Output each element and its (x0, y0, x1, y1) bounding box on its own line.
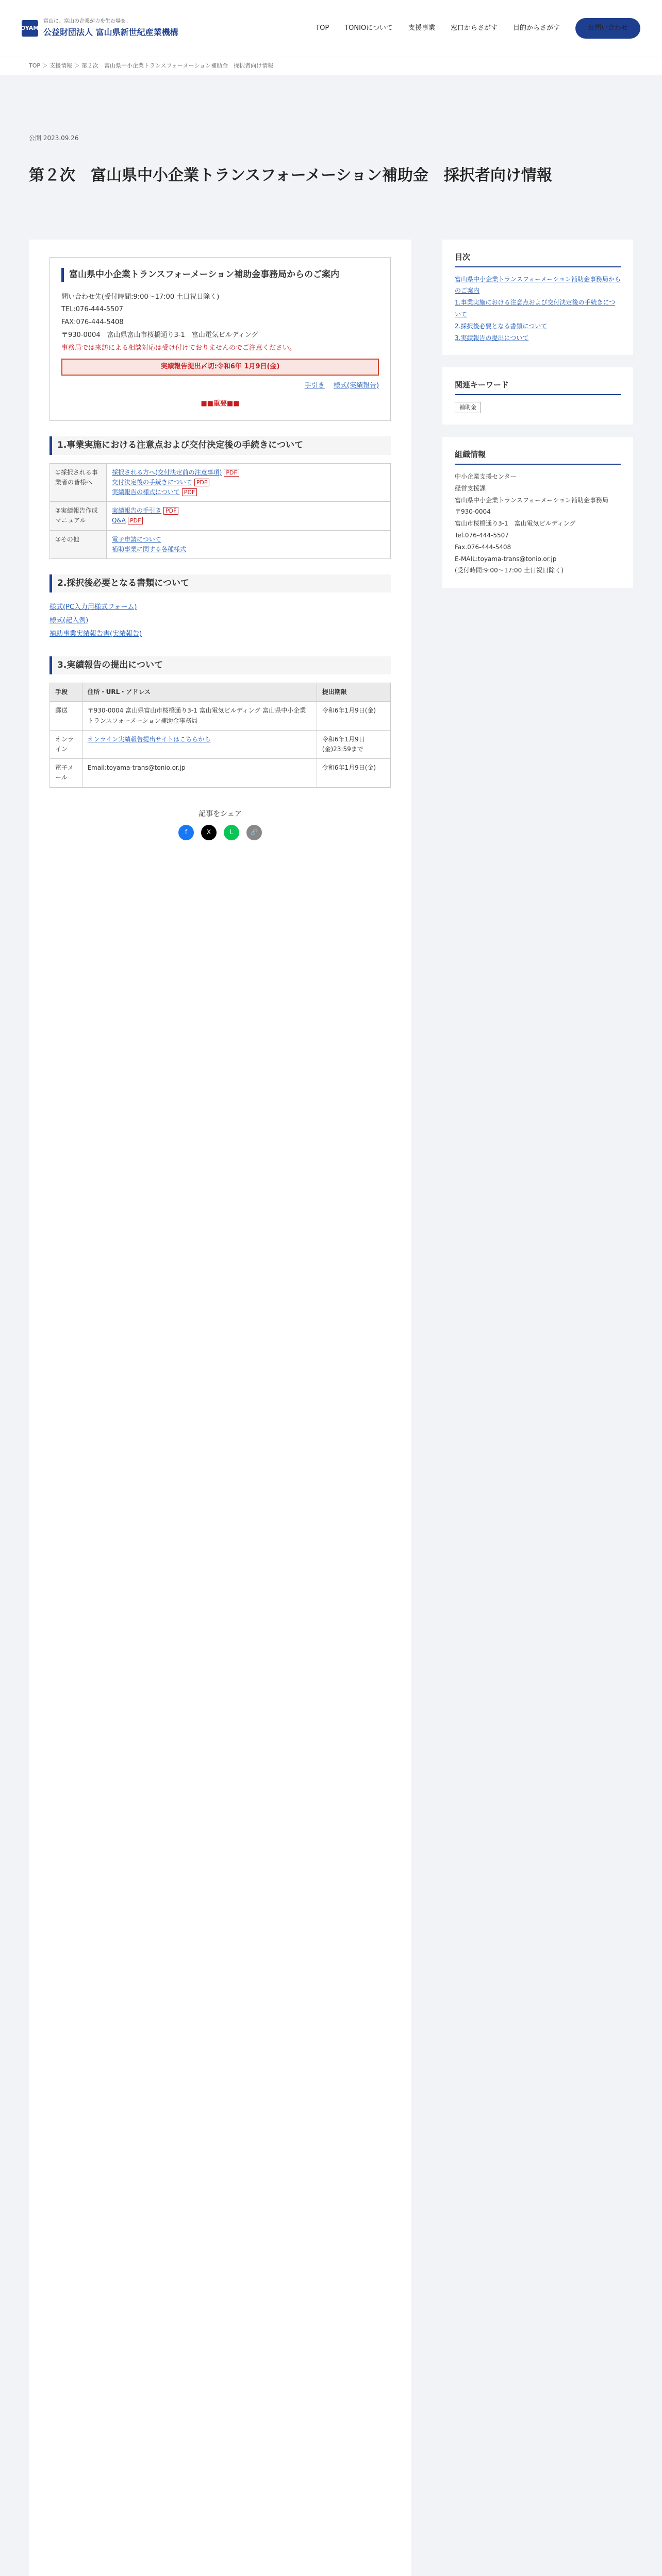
important-label: ■■重要■■ (201, 399, 240, 408)
contact-tel: TEL:076-444-5507 (61, 306, 123, 314)
nav-window[interactable]: 窓口からさがす (450, 24, 498, 32)
pdf-icon: PDF (194, 479, 209, 486)
content-wrap (0, 240, 662, 2576)
online-submit-link[interactable]: オンライン実績報告提出サイトはこちらから (87, 735, 211, 743)
facebook-icon[interactable]: f (178, 825, 194, 840)
org-line: (受付時間:9:00〜17:00 土日祝日除く) (455, 567, 564, 574)
cell-method: 郵送 (50, 702, 82, 730)
org-line: E-MAIL:toyama-trans@tonio.or.jp (455, 555, 557, 563)
row-category: ①採択される事業者の皆様へ (50, 463, 107, 502)
org-line: 富山県中小企業トランスフォーメーション補助金事務局 (455, 496, 608, 504)
page-title: 第２次 富山県中小企業トランスフォーメーション補助金 採択者向け情報 (29, 166, 552, 184)
org-line: 経営支援課 (455, 484, 486, 492)
pdf-icon: PDF (163, 507, 178, 515)
org-line: Tel.076-444-5507 (455, 531, 509, 539)
contact-hours: 問い合わせ先(受付時間:9:00〜17:00 土日祝日除く) (61, 293, 220, 301)
notice-heading: 富山県中小企業トランスフォーメーション補助金事務局からのご案内 (61, 268, 379, 282)
table-row (50, 463, 391, 502)
col-deadline: 提出期限 (317, 683, 390, 702)
submission-table (49, 683, 391, 787)
share-area (49, 808, 391, 840)
form-link[interactable]: 補助事業実績報告書(実績報告) (49, 630, 142, 638)
org-line: 中小企業支援センター (455, 472, 517, 480)
forms-list (49, 601, 391, 641)
org-line: 〒930-0004 (455, 508, 491, 516)
doc-link[interactable]: 実績報告の手引き (112, 507, 162, 515)
toc-title: 目次 (455, 251, 621, 267)
share-label: 記事をシェア (198, 809, 242, 818)
doc-link[interactable]: Q&A (112, 517, 126, 524)
pdf-icon: PDF (128, 517, 143, 524)
sidebar (442, 240, 633, 2576)
col-method: 手段 (50, 683, 82, 702)
publish-date: 公開 2023.09.26 (29, 134, 79, 142)
line-icon[interactable]: L (224, 825, 239, 840)
doc-link[interactable]: 交付決定後の手続きについて (112, 478, 192, 486)
cell-method: オンライン (50, 730, 82, 758)
nav-top[interactable]: TOP (316, 24, 329, 32)
nav-support[interactable]: 支援事業 (408, 24, 435, 32)
org-title: 組織情報 (455, 448, 621, 465)
form-link[interactable]: 様式(記入例) (49, 617, 89, 625)
office-notice (49, 257, 391, 421)
toc-item[interactable]: 2.採択後必要となる書類について (455, 322, 548, 330)
breadcrumb: TOP ＞ 支援情報 ＞ 第２次 富山県中小企業トランスフォーメーション補助金 採択者向け情報 (0, 57, 662, 75)
section-3-heading: 3.実績報告の提出について (49, 656, 391, 674)
table-row (50, 530, 391, 558)
doc-link[interactable]: 実績報告の様式について (112, 488, 180, 496)
nav-purpose[interactable]: 目的からさがす (512, 24, 560, 32)
toc-item[interactable]: 3.実績報告の提出について (455, 334, 529, 342)
contact-address: 〒930-0004 富山県富山市桜橋通り3-1 富山電気ビルディング (61, 331, 258, 339)
toc-card (442, 240, 633, 355)
cell-address: 〒930-0004 富山県富山市桜橋通り3-1 富山電気ビルディング 富山県中小企業トランスフォーメーション補助金事務局 (82, 702, 317, 730)
forms-link[interactable]: 様式(実績報告) (333, 382, 379, 390)
site-logo[interactable] (16, 18, 178, 39)
page-hero (0, 75, 662, 240)
nav-about[interactable]: TONIOについて (344, 24, 393, 32)
section-1-heading: 1.事業実施における注意点および交付決定後の手続きについて (49, 436, 391, 454)
table-row (50, 759, 391, 787)
keyword-title: 関連キーワード (455, 379, 621, 395)
section-1-table (49, 463, 391, 559)
cell-method: 電子メール (50, 759, 82, 787)
contact-button[interactable]: お問い合わせ (575, 18, 640, 39)
doc-link[interactable]: 採択される方へ(交付決定前の注意事項) (112, 468, 222, 476)
keyword-tag[interactable]: 補助金 (455, 402, 481, 413)
form-link[interactable]: 様式(PC入力用様式フォーム) (49, 603, 137, 612)
cell-address: Email:toyama-trans@tonio.or.jp (82, 759, 317, 787)
site-header (0, 0, 662, 57)
row-category: ②実績報告作成マニュアル (50, 502, 107, 530)
toc-item[interactable]: 1.事業実施における注意点および交付決定後の手続きについて (455, 299, 616, 318)
org-card (442, 437, 633, 588)
x-icon[interactable]: X (201, 825, 217, 840)
contact-fax: FAX:076-444-5408 (61, 318, 124, 327)
section-2-heading: 2.採択後必要となる書類について (49, 574, 391, 592)
doc-link[interactable]: 補助事業に関する各種様式 (112, 545, 187, 553)
org-line: Fax.076-444-5408 (455, 543, 511, 551)
main-content (29, 240, 411, 2576)
toc-item[interactable]: 富山県中小企業トランスフォーメーション補助金事務局からのご案内 (455, 275, 621, 295)
deadline-bar: 実績報告提出〆切:令和6年 1月9日(金) (61, 359, 379, 376)
org-line: 富山市桜橋通り3-1 富山電気ビルディング (455, 520, 576, 528)
global-nav (316, 18, 640, 39)
cell-deadline: 令和6年1月9日(金) (317, 702, 390, 730)
cell-deadline: 令和6年1月9日(金)23:59まで (317, 730, 390, 758)
row-category: ③その他 (50, 530, 107, 558)
pdf-icon: PDF (224, 469, 239, 477)
manual-link[interactable]: 手引き (304, 382, 325, 390)
visit-warning: 事務局では来訪による相談対応は受け付けておりませんのでご注意ください。 (61, 344, 296, 352)
table-row (50, 730, 391, 758)
table-row (50, 702, 391, 730)
doc-link[interactable]: 電子申請について (112, 535, 161, 543)
table-row (50, 502, 391, 530)
pdf-icon: PDF (182, 488, 197, 496)
logo-mark: TOYAMA (22, 20, 38, 37)
cell-deadline: 令和6年1月9日(金) (317, 759, 390, 787)
col-address: 住所・URL・アドレス (82, 683, 317, 702)
logo-tagline: 富山に、富山の企業が力を生む場を。 (43, 19, 131, 25)
logo-name: 公益財団法人 富山県新世紀産業機構 (43, 27, 178, 38)
keyword-card (442, 367, 633, 425)
link-icon[interactable]: 🔗 (246, 825, 262, 840)
